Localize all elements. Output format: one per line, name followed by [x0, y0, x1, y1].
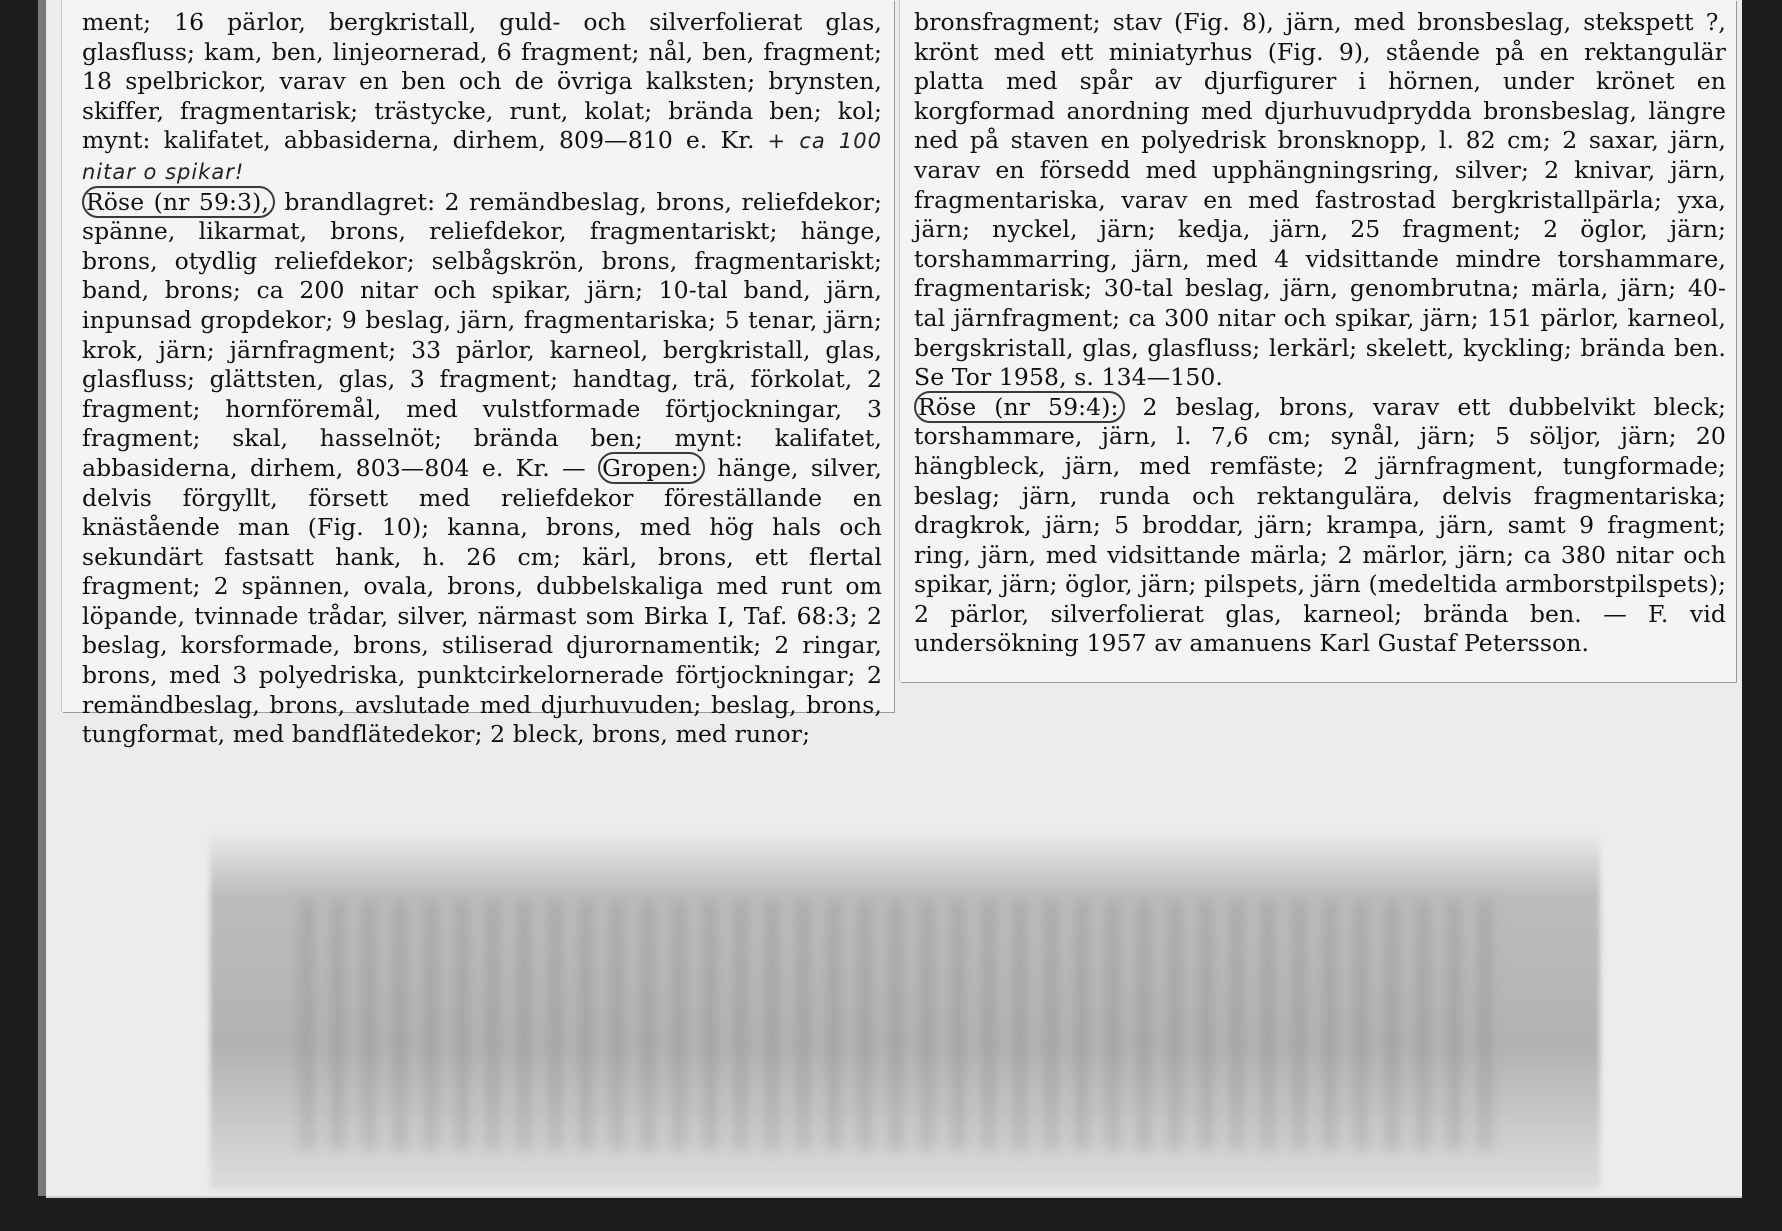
handwritten-note: + ca 100 nitar o spikar! — [82, 129, 882, 184]
rose-59-3-label: Röse (nr 59:3), — [82, 186, 275, 218]
left-paragraph-1 — [82, 8, 882, 188]
left-paragraph-3-text: hänge, silver, delvis förgyllt, försett med reliefdekor föreställande en knästående man (Fig. 10); kanna, brons, med hög hals och sekundärt fastsatt hank, h. 26 cm; kärl, brons, ett flertal fragment; 2 spännen, ovala, brons, dubbelskaliga med runt om löpande, tvinnade trådar, silver, närmast som Birka I, Taf. 68:3; 2 beslag, korsformade, brons, stiliserad djurornamentik; 2 ringar, brons, med 3 polyedriska, punktcirkelornerade förtjockningar; 2 remändbeslag, brons, avslutade med djurhuvuden; beslag, brons, tungformat, med bandflätedekor; 2 bleck, brons, med runor; — [82, 453, 882, 749]
gropen-label: Gropen: — [598, 452, 705, 484]
rose-59-4-label: Röse (nr 59:4): — [914, 391, 1125, 423]
left-column — [82, 8, 882, 750]
right-paragraph-1: bronsfragment; stav (Fig. 8), järn, med bronsbeslag, stekspett ?, krönt med ett miniatyrhus (Fig. 9), stående på en rektangulär platta med spår av djurfigurer i hörnen, under krönet en korgformad anordning med djurhuvudprydda bronsbeslag, längre ned på staven en polyedrisk bronsknopp, l. 82 cm; 2 saxar, järn, varav en försedd med upphängningsring, silver; 2 knivar, järn, fragmentariska, varav en med fastrostad bergkristallpärla; yxa, järn; nyckel, järn; kedja, järn, 25 fragment; 2 öglor, järn; torshammarring, järn, med 4 vidsittande mindre torshammare, fragmentarisk; 30-tal beslag, järn, genombrutna; märla, järn; 40-tal järnfragment; ca 300 nitar och spikar, järn; 151 pärlor, karneol, bergskristall, glas, glasfluss; lerkärl; skelett, kyckling; brända ben. Se Tor 1958, s. 134—150. — [914, 8, 1726, 392]
left-paragraph-2-text: brandlagret: 2 remändbeslag, brons, reliefdekor; spänne, likarmat, brons, reliefdekor, fragmentariskt; hänge, brons, otydlig reliefdekor; selbågskrön, brons, fragmentariskt; band, brons; ca 200 nitar och spikar, järn; 10-tal band, järn, inpunsad gropdekor; 9 beslag, järn, fragmentariska; 5 tenar, järn; krok, järn; järnfragment; 33 pärlor, karneol, bergkristall, glas, glasfluss; glättsten, glas, 3 fragment; handtag, trä, förkolat, 2 fragment; hornföremål, med vulstformade förtjockningar, 3 fragment; skal, hasselnöt; brända ben; mynt: kalifatet, abbasiderna, dirhem, 803—804 e. Kr. — — [82, 187, 882, 482]
right-paragraph-2-text: 2 beslag, brons, varav ett dubbelvikt bleck; torshammare, järn, l. 7,6 cm; synål, järn; 5 söljor, järn; 20 hängbleck, järn, med remfäste; 2 järnfragment, tungformade; beslag; järn, runda och rektangulära, delvis fragmentariska; dragkrok, järn; 5 broddar, järn; krampa, järn, samt 9 fragment; ring, järn, med vidsittande märla; 2 märlor, järn; ca 380 nitar och spikar, järn; öglor, järn; pilspets, järn (medeltida armborstpilspets); 2 pärlor, silverfolierat glas, karneol; brända ben. — F. vid undersökning 1957 av amanuens Karl Gustaf Petersson. — [914, 392, 1726, 658]
card-edge — [38, 0, 46, 1196]
right-column — [914, 8, 1726, 659]
right-paragraph-2 — [914, 393, 1726, 659]
left-paragraph-2 — [82, 188, 882, 750]
left-paragraph-1-text: ment; 16 pärlor, bergkristall, guld- och silverfolierat glas, glasfluss; kam, ben, linjeornerad, 6 fragment; nål, ben, fragment; 18 spelbrickor, varav en ben och de övriga kalksten; brynsten, skiffer, fragmentarisk; trästycke, runt, kolat; brända ben; kol; mynt: kalifatet, abbasiderna, dirhem, 809—810 e. Kr. — [82, 8, 882, 155]
water-stain-texture — [300, 900, 1500, 1150]
